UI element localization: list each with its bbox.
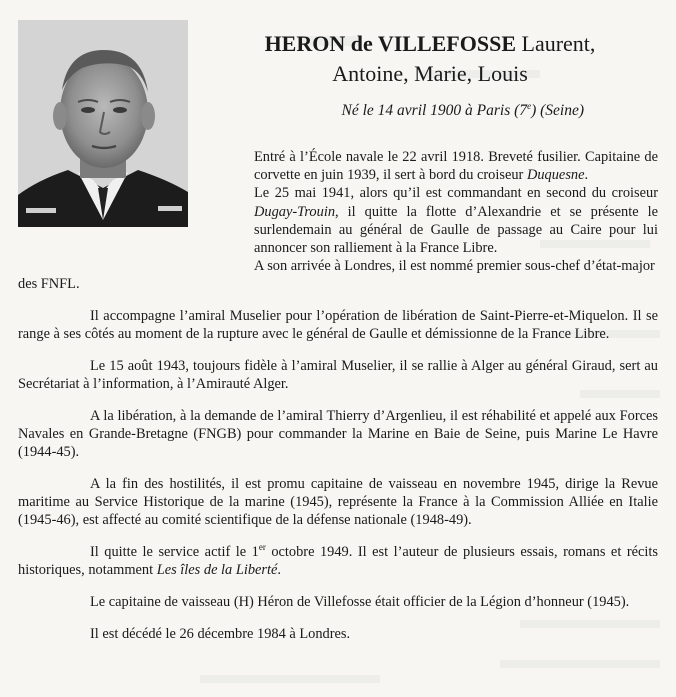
book-title: Les îles de la Liberté	[156, 562, 278, 579]
paragraph-4: Il accompagne l’amiral Muselier pour l’opération de libération de Saint-Pierre-et-Miquelon. Il se range à ses côtés au moment de la rupture avec le général de Gaulle et démissionne de la France Libre.	[18, 308, 658, 343]
name-line-1	[220, 30, 640, 58]
paragraph-2: Le 25 mai 1941, alors qu’il est commandant en second du croiseur Dugay-Trouin, il quitte la flotte d’Alexandrie et se présente le surlendemain au général de Gaulle de passage au Caire pour lui annoncer son ralliement à la France Libre.	[254, 185, 658, 257]
biography-text	[18, 148, 658, 643]
paragraph-10: Il est décédé le 26 décembre 1984 à Londres.	[90, 625, 351, 642]
given-names-first: Laurent,	[521, 31, 596, 56]
paragraph-1: Entré à l’École navale le 22 avril 1918. Breveté fusilier. Capitaine de corvette en juin 1939, il sert à bord du croiseur Duquesne.	[254, 149, 658, 184]
paragraph-3-continuation: des FNFL.	[18, 276, 80, 293]
paragraph-7: A la fin des hostilités, il est promu capitaine de vaisseau en novembre 1945, dirige la Revue maritime au Service Historique de la marine (1945), représente la France à la Commission Alliée en Italie (1945-46), est affecté au comité scientifique de la défense nationale (1948-49).	[18, 476, 658, 529]
entry-header	[220, 30, 640, 120]
top-block	[18, 148, 658, 275]
birth-line: Né le 14 avril 1900 à Paris (7e) (Seine)	[341, 100, 584, 119]
ship-name-dugay-trouin: Dugay-Trouin	[254, 203, 336, 220]
surname: HERON de VILLEFOSSE	[264, 31, 517, 56]
given-names-second: Antoine, Marie, Louis	[332, 61, 528, 86]
paragraph-6: A la libération, à la demande de l’amiral Thierry d’Argenlieu, il est réhabilité et appelé aux Forces Navales en Grande-Bretagne (FNGB) pour commander la Marine en Baie de Seine, puis Marine Le Havre (1944-45).	[18, 407, 658, 461]
paragraph-3: A son arrivée à Londres, il est nommé premier sous-chef d’état-major	[254, 258, 655, 275]
paragraph-9: Le capitaine de vaisseau (H) Héron de Villefosse était officier de la Légion d’honneur (1945).	[90, 594, 630, 611]
paragraph-8: Il quitte le service actif le 1er octobre 1949. Il est l’auteur de plusieurs essais, romans et récits historiques, notamment Les îles de la Liberté.	[18, 542, 658, 579]
superscript-er: er	[258, 542, 266, 553]
paragraph-5: Le 15 août 1943, toujours fidèle à l’amiral Muselier, il se rallie à Alger au général Giraud, sert au Secrétariat à l’information, à l’Amirauté Alger.	[18, 358, 658, 393]
ship-name-duquesne: Duquesne	[526, 167, 585, 184]
